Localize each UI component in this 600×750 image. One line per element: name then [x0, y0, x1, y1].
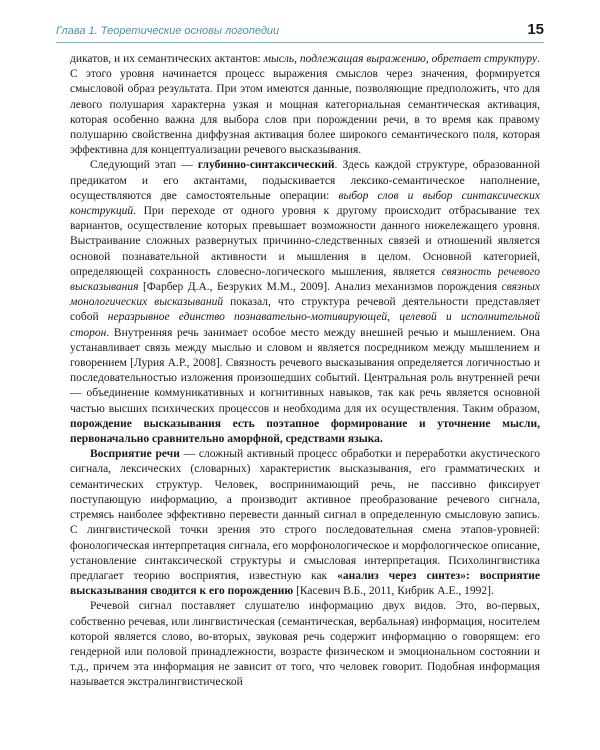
body-text [70, 52, 540, 691]
italic-text: неразрывное единство познавательно-мотивирующей, целевой и исполнительной сторон [70, 311, 540, 339]
italic-text: выбор слов и выбор синтаксических конструкций [70, 189, 540, 218]
text-run: . С этого уровня начинается процесс выражения смыслов через значения, формируется смысловой образ результата. При этом имеются данные, позволяющие предположить, что для левого полушария характерна узкая и мощная категориальная семантическая активация, которая особенно важна для выбора слов при порождении речи, в то время как правому полушарию свойственна диффузная активация более широкого семантического поля, которая эффективна для концептуализации речевого высказывания. [70, 53, 540, 157]
bold-text: «анализ через синтез»: восприятие высказывания сводится к его порождению [70, 569, 540, 598]
paragraph [70, 599, 540, 690]
bold-text: порождение высказывания есть поэтапное формирование и уточнение мысли, первоначально сравнительно аморфной, средствами языка. [70, 417, 540, 446]
text-run: . Здесь каждой структуре, образованной предикатом и его актантами, подыскивается лексико-семантическое наполнение, осуществляются две самостоятельные операции: [70, 159, 540, 202]
running-header [0, 20, 600, 44]
paragraph [70, 158, 540, 447]
chapter-title: Глава 1. Теоретические основы логопедии [56, 25, 280, 37]
italic-text: мысль, подлежащая выражению, обретает структуру [263, 53, 538, 65]
text-run: [Касевич В.Б., 2011, Кибрик А.Е., 1992]. [293, 585, 494, 598]
text-run: Следующий этап — [90, 159, 198, 172]
text-run: дикатов, и их семантических актантов: [70, 53, 264, 65]
italic-text: связных монологических высказываний [70, 281, 540, 309]
bold-text: глубинно-синтаксический [197, 159, 335, 172]
text-run: . При переходе от одного уровня к другому происходит отбрасывание тех вариантов, осуществление которых превышает возможности данного нижележащего уровня. Выстраивание сложных развернутых причинно-следственных связей и отношений является основой познавательной активности и мышления в целом. Основной категорией, определяющей сохранность словесно-логического мышления, является [70, 205, 540, 278]
bold-text: Восприятие речи [90, 448, 180, 461]
text-run: показал, что структура речевой деятельности представляет собой [70, 296, 540, 324]
italic-text: связность речевого высказывания [70, 265, 540, 294]
page-number: 15 [527, 21, 544, 38]
text-run: — сложный активный процесс обработки и переработки акустического сигнала, лексических (словарных) характеристик высказывания, его грамматических и семантических структур. Человек, воспринимающий речь, не пассивно фиксирует поступающую информацию, а производит активное преобразование речевого сигнала, стремясь наиболее эффективно перевести данный сигнал в определенную смысловую запись. С лингвистической точки зрения это строго последовательная смена этапов-уровней: фонологическая интерпретация сигнала, его морфонологическое и морфологическое описание, установление синтаксической структуры и смысловая интерпретация. Психолингвистика предлагает теорию восприятия, известную как [70, 448, 540, 582]
paragraph [70, 52, 540, 158]
text-run: [Фарбер Д.А., Безруких М.М., 2009]. Анализ механизмов порождения [138, 281, 502, 294]
text-run: . Внутренняя речь занимает особое место между внешней речью и мышлением. Она устанавливает связь между мыслью и словом и является посредником между мышлением и говорением [Лурия А.Р., 2008]. Связность речевого высказывания определяется логичностью и последовательностью изложения произошедших событий. Центральная роль внутренней речи — объединение коммуникативных и когнитивных навыков, так как речь является основной частью высших психических процессов и необходима для их осуществления. Таким образом, [70, 326, 540, 415]
text-run: Речевой сигнал поставляет слушателю информацию двух видов. Это, во-первых, собственно речевая, или лингвистическая (семантическая, вербальная) информация, носителем которой является слово, во-вторых, звуковая речь содержит информацию о говорящем: его гендерной или половой принадлежности, возрасте физическом и эмоциональном состоянии и т.д., причем эта информация не зависит от того, что человек говорит. Подобная информация называется экстралингвистической [70, 600, 540, 689]
paragraph [70, 447, 540, 599]
header-divider [56, 42, 544, 43]
